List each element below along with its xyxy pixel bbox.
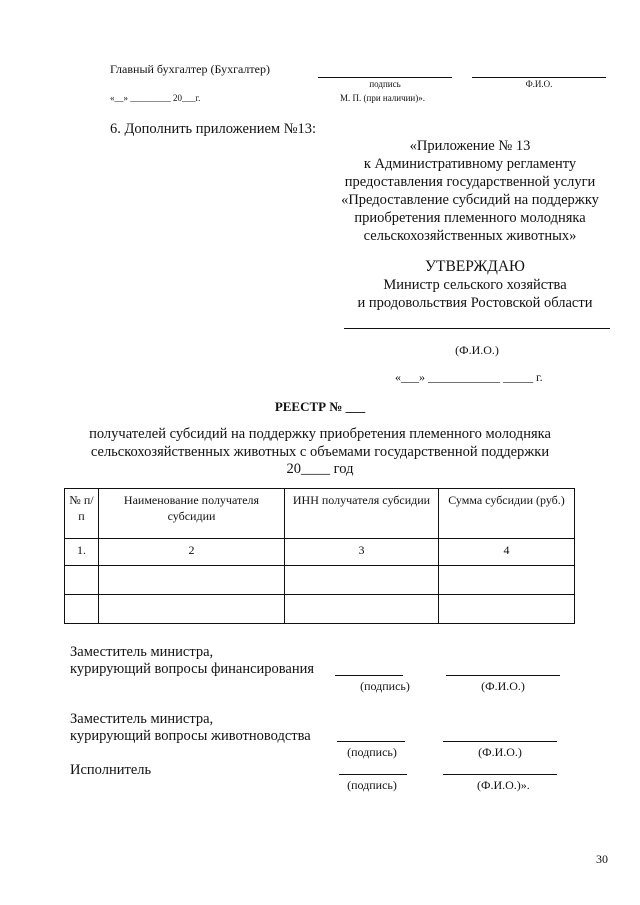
chief-accountant-name-line (472, 77, 606, 78)
signature-caption: подпись (369, 79, 401, 89)
executor-signature-caption: (подпись) (347, 778, 397, 792)
chief-accountant-label: Главный бухгалтер (Бухгалтер) (110, 62, 270, 76)
table-cell: 1. (65, 539, 99, 566)
appendix-line-2: к Административному регламенту (363, 156, 577, 172)
appendix-header (330, 137, 610, 245)
appendix-line-5: приобретения племенного молодняка (354, 210, 586, 226)
deputy-livestock-signature-line (337, 741, 405, 742)
deputy-livestock-name-line (443, 741, 557, 742)
registry-title: РЕЕСТР № ___ (274, 399, 366, 414)
deputy-livestock-line-2: курирующий вопросы животноводства (70, 728, 311, 744)
executor-label: Исполнитель (70, 762, 152, 778)
page-number: 30 (596, 852, 608, 866)
table-cell (65, 566, 99, 595)
appendix-line-1: «Приложение № 13 (409, 138, 531, 154)
table-row (65, 595, 575, 624)
item-6-heading: 6. Дополнить приложением №13: (110, 121, 317, 137)
table-cell: 4 (439, 539, 575, 566)
table-cell (65, 595, 99, 624)
table-cell: 3 (285, 539, 439, 566)
table-cell (285, 566, 439, 595)
table-cell: 2 (99, 539, 285, 566)
approve-name-caption: (Ф.И.О.) (455, 343, 499, 357)
deputy-livestock-name-caption: (Ф.И.О.) (478, 745, 522, 759)
executor-name-line (443, 774, 557, 775)
table-cell (285, 595, 439, 624)
deputy-livestock-signature-caption: (подпись) (347, 745, 397, 759)
deputy-fin-name-line (446, 675, 560, 676)
header-recipient-name: Наименование получателя субсидии (99, 489, 285, 539)
approve-line-2: и продовольствия Ростовской области (357, 295, 593, 311)
header-amount: Сумма субсидии (руб.) (439, 489, 575, 539)
deputy-fin-signature-line (335, 675, 403, 676)
approve-signature-line (344, 328, 610, 329)
table-cell (439, 595, 575, 624)
registry-desc-2: сельскохозяйственных животных с объемами государственной поддержки (90, 444, 550, 460)
table-cell (99, 566, 285, 595)
deputy-livestock-line-1: Заместитель министра, (70, 711, 214, 727)
registry-table (64, 488, 575, 624)
deputy-fin-name-caption: (Ф.И.О.) (481, 679, 525, 693)
deputy-fin-line-2: курирующий вопросы финансирования (70, 661, 315, 677)
table-cell (439, 566, 575, 595)
appendix-line-6: сельскохозяйственных животных» (363, 228, 577, 244)
approve-title: УТВЕРЖДАЮ (425, 258, 525, 275)
appendix-line-4: «Предоставление субсидий на поддержку (341, 192, 599, 208)
chief-accountant-signature-line (318, 77, 452, 78)
registry-desc-1: получателей субсидий на поддержку приобретения племенного молодняка (89, 426, 551, 442)
header-number: № п/п (65, 489, 99, 539)
deputy-fin-line-1: Заместитель министра, (70, 644, 214, 660)
approve-block (330, 258, 620, 312)
table-header-row (65, 489, 575, 539)
executor-signature-line (339, 774, 407, 775)
table-row (65, 566, 575, 595)
table-row (65, 539, 575, 566)
approve-date-line: «___» ____________ _____ г. (395, 370, 543, 384)
table-cell (99, 595, 285, 624)
appendix-line-3: предоставления государственной услуги (344, 174, 596, 190)
deputy-fin-signature-caption: (подпись) (360, 679, 410, 693)
executor-name-caption: (Ф.И.О.)». (477, 778, 530, 792)
date-line: «__» _________ 20___г. (110, 93, 201, 103)
stamp-caption: М. П. (при наличии)». (340, 93, 425, 103)
header-inn: ИНН получателя субсидии (285, 489, 439, 539)
name-caption: Ф.И.О. (525, 79, 553, 89)
approve-line-1: Министр сельского хозяйства (383, 277, 567, 293)
registry-desc-3: 20____ год (286, 461, 354, 477)
